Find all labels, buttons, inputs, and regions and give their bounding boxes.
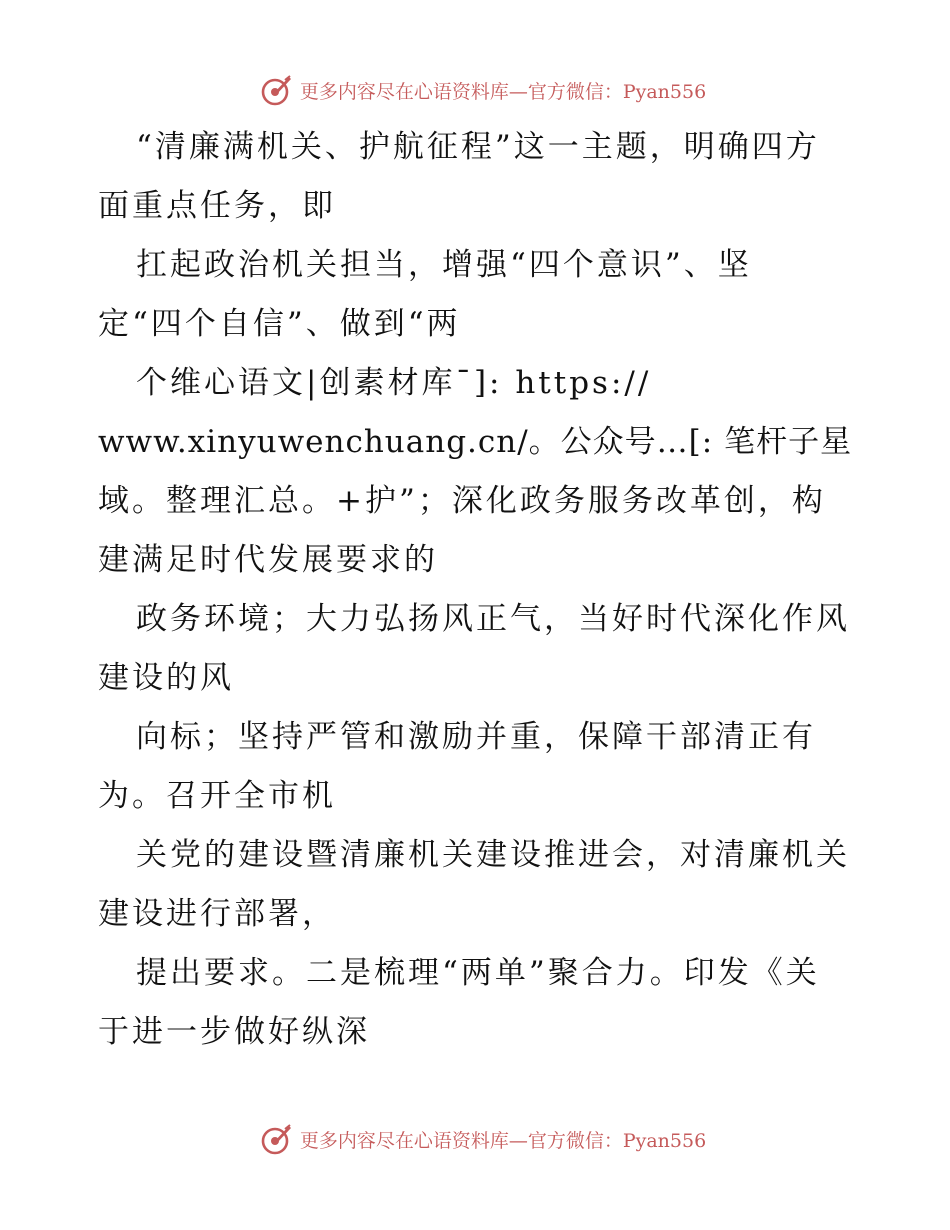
text-line-6: www.xinyuwenchuang.cn/。公众号…[: 笔杆子星 <box>98 424 853 460</box>
text-line-16: 于进一步做好纵深 <box>98 1014 370 1050</box>
text-line-8: 建满足时代发展要求的 <box>98 542 438 578</box>
text-line-15: 提出要求。二是梳理“两单”聚合力。印发《关 <box>136 955 820 991</box>
quill-pen-circle-icon <box>260 73 294 107</box>
footer-banner <box>0 1119 950 1159</box>
text-line-7: 域。整理汇总。+护”；深化政务服务改革创，构 <box>98 483 826 519</box>
text-line-2: 面重点任务，即 <box>98 188 336 224</box>
text-line-12: 为。召开全市机 <box>98 778 336 814</box>
document-body <box>98 118 858 1062</box>
footer-banner-text: 更多内容尽在心语资料库—官方微信：Pyan556 <box>299 1129 707 1152</box>
text-line-3: 扛起政治机关担当，增强“四个意识”、坚 <box>136 247 752 283</box>
text-line-1: “清廉满机关、护航征程”这一主题，明确四方 <box>136 129 820 165</box>
quill-pen-circle-icon <box>260 1122 294 1156</box>
text-line-11: 向标；坚持严管和激励并重，保障干部清正有 <box>136 719 816 755</box>
text-line-4: 定“四个自信”、做到“两 <box>98 306 461 342</box>
text-line-13: 关党的建设暨清廉机关建设推进会，对清廉机关 <box>136 837 850 873</box>
header-banner-text: 更多内容尽在心语资料库—官方微信：Pyan556 <box>299 80 707 103</box>
text-line-5: 个维心语文|创素材库¯]: https:// <box>136 365 652 401</box>
header-banner <box>0 70 950 110</box>
text-line-14: 建设进行部署， <box>98 896 336 932</box>
text-line-10: 建设的风 <box>98 660 234 696</box>
text-line-9: 政务环境；大力弘扬风正气，当好时代深化作风 <box>136 601 850 637</box>
